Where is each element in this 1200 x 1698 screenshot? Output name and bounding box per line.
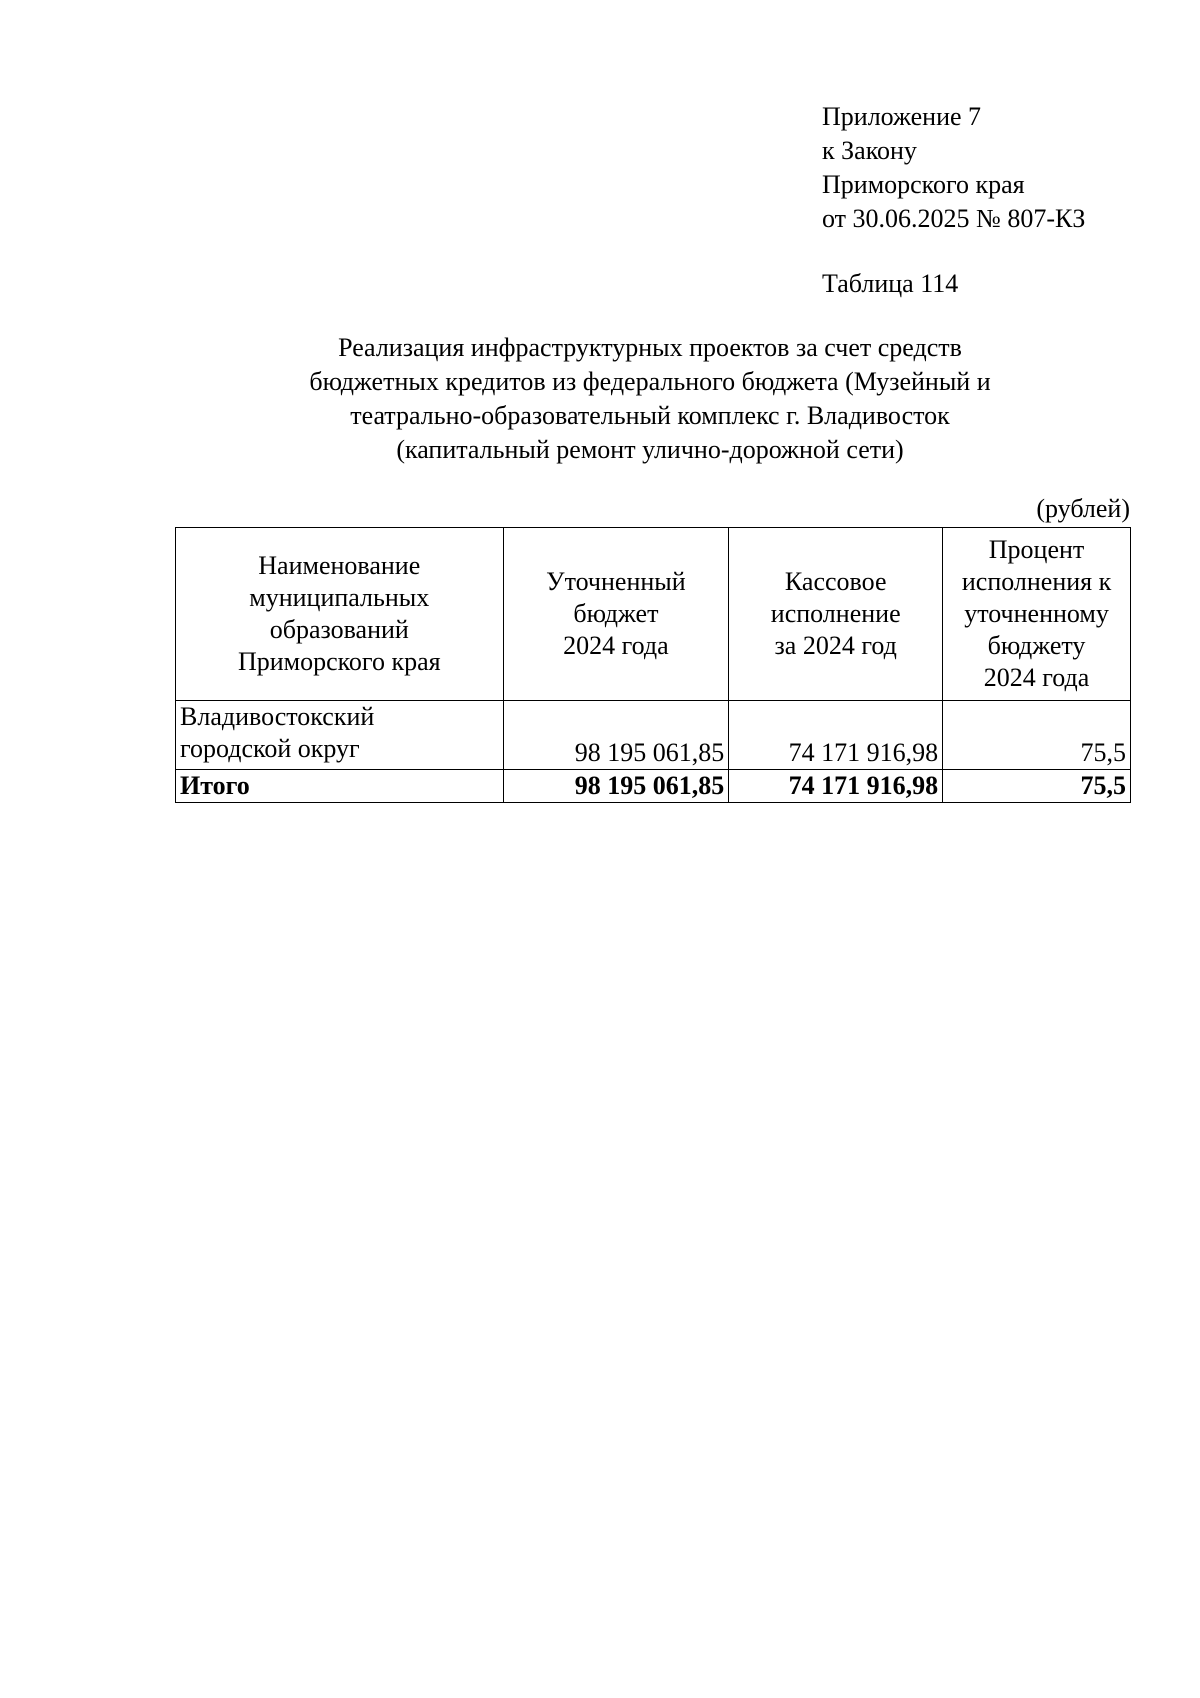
total-budget-cell: 98 195 061,85 (503, 770, 729, 803)
total-label-cell: Итого (176, 770, 504, 803)
header-text: 2024 года (563, 631, 669, 660)
header-text: исполнения к (961, 567, 1112, 596)
header-execution (729, 528, 943, 701)
budget-cell: 98 195 061,85 (503, 701, 729, 770)
total-execution-cell: 74 171 916,98 (729, 770, 943, 803)
appendix-line: от 30.06.2025 № 807-КЗ (822, 204, 1086, 233)
header-text: Кассовое (784, 567, 887, 596)
title-line: театрально-образовательный комплекс г. Владивосток (350, 401, 950, 430)
table-row (176, 701, 1131, 770)
municipality-name-line: городской округ (180, 734, 360, 763)
title-line: бюджетных кредитов из федерального бюджета (Музейный и (309, 367, 991, 396)
appendix-reference (822, 100, 1085, 236)
municipality-cell (176, 701, 504, 770)
header-budget (503, 528, 729, 701)
header-text: уточненному (964, 599, 1109, 628)
table-header-row (176, 528, 1131, 701)
header-text: муниципальных (249, 583, 430, 612)
total-percent-cell: 75,5 (943, 770, 1131, 803)
header-municipality (176, 528, 504, 701)
header-text: Уточненный (546, 567, 686, 596)
percent-cell: 75,5 (943, 701, 1131, 770)
header-text: 2024 года (983, 663, 1090, 692)
table-number: Таблица 114 (822, 269, 959, 298)
execution-cell: 74 171 916,98 (729, 701, 943, 770)
header-text: образований (269, 615, 409, 644)
header-text: бюджет (573, 599, 659, 628)
appendix-line: Приложение 7 (822, 102, 982, 131)
appendix-line: к Закону (822, 136, 917, 165)
header-text: Процент (988, 535, 1085, 564)
total-row (176, 770, 1131, 803)
budget-table (175, 527, 1131, 803)
units-label: (рублей) (1036, 494, 1130, 523)
title-line: Реализация инфраструктурных проектов за счет средств (338, 333, 962, 362)
header-text: за 2024 год (774, 631, 897, 660)
title-line: (капитальный ремонт улично-дорожной сети) (396, 435, 904, 464)
municipality-name-line: Владивостокский (180, 702, 375, 731)
header-percent (943, 528, 1131, 701)
header-text: Приморского края (237, 647, 441, 676)
appendix-line: Приморского края (822, 170, 1025, 199)
header-text: исполнение (770, 599, 901, 628)
document-title (180, 331, 1120, 467)
header-text: Наименование (258, 551, 421, 580)
header-text: бюджету (987, 631, 1086, 660)
